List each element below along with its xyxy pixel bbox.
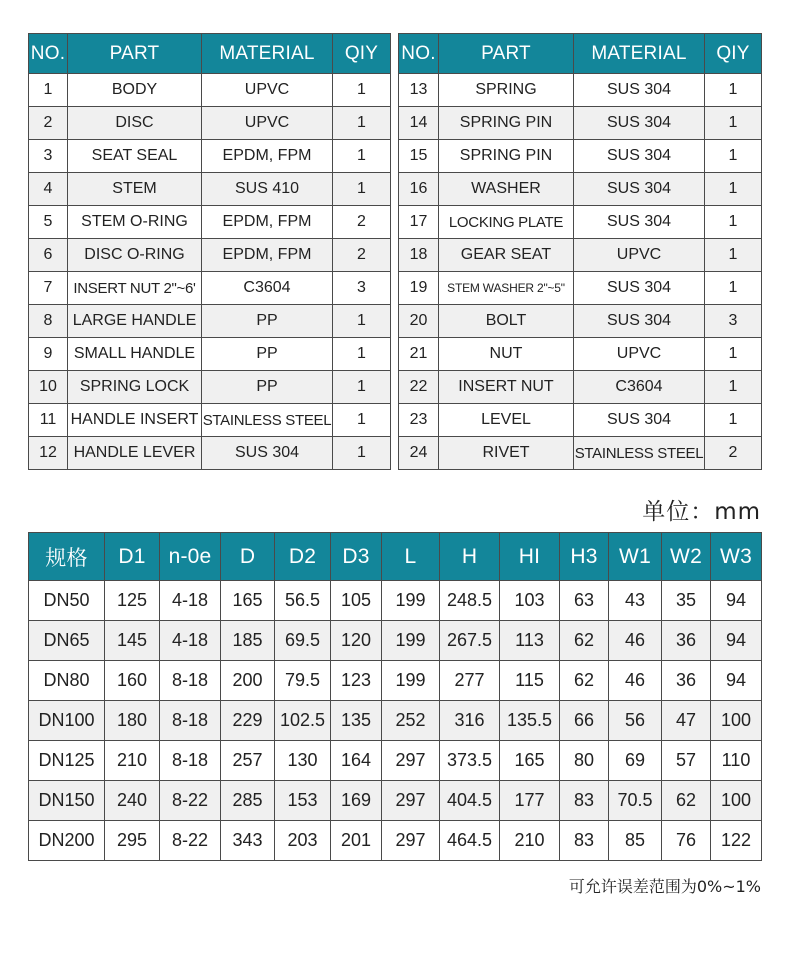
table-row <box>29 701 762 741</box>
cell: 47 <box>662 701 711 741</box>
header-d2: D2 <box>275 533 331 581</box>
header-w3: W3 <box>711 533 762 581</box>
cell: 66 <box>560 701 609 741</box>
cell-part: STEM <box>68 173 202 206</box>
cell: 110 <box>711 741 762 781</box>
table-row <box>29 206 391 239</box>
header-l: L <box>382 533 440 581</box>
header-no: NO. <box>399 34 439 74</box>
cell: 46 <box>609 661 662 701</box>
cell-qty: 1 <box>705 107 762 140</box>
cell: 115 <box>500 661 560 701</box>
cell-material: EPDM, FPM <box>202 239 333 272</box>
table-row <box>29 338 391 371</box>
cell-qty: 1 <box>705 173 762 206</box>
cell: 373.5 <box>440 741 500 781</box>
cell: 285 <box>221 781 275 821</box>
cell-part: RIVET <box>439 437 574 470</box>
cell: 8-18 <box>160 741 221 781</box>
parts-table-right <box>398 33 762 470</box>
cell: DN65 <box>29 621 105 661</box>
cell-material: UPVC <box>202 74 333 107</box>
cell: 199 <box>382 661 440 701</box>
cell: 113 <box>500 621 560 661</box>
cell-no: 18 <box>399 239 439 272</box>
cell-part: LOCKING PLATE <box>439 206 574 239</box>
cell-material: PP <box>202 305 333 338</box>
cell-no: 22 <box>399 371 439 404</box>
table-row <box>29 741 762 781</box>
cell: 297 <box>382 821 440 861</box>
cell: 165 <box>500 741 560 781</box>
table-row <box>399 437 762 470</box>
cell: 56 <box>609 701 662 741</box>
cell-material: C3604 <box>202 272 333 305</box>
cell-part: WASHER <box>439 173 574 206</box>
table-row <box>29 437 391 470</box>
cell: 85 <box>609 821 662 861</box>
cell-qty: 1 <box>705 371 762 404</box>
cell-material: SUS 410 <box>202 173 333 206</box>
cell: 130 <box>275 741 331 781</box>
cell-qty: 1 <box>333 74 391 107</box>
cell-material: SUS 304 <box>574 74 705 107</box>
table-row <box>29 305 391 338</box>
cell: 69.5 <box>275 621 331 661</box>
table-row <box>399 371 762 404</box>
table-row <box>29 371 391 404</box>
table-row <box>29 661 762 701</box>
cell-material: PP <box>202 371 333 404</box>
header-qty: QIY <box>705 34 762 74</box>
cell-no: 14 <box>399 107 439 140</box>
table-row <box>29 621 762 661</box>
cell-no: 24 <box>399 437 439 470</box>
cell-material: UPVC <box>574 338 705 371</box>
header-qty: QIY <box>333 34 391 74</box>
cell: 63 <box>560 581 609 621</box>
cell-material: UPVC <box>574 239 705 272</box>
cell-material: PP <box>202 338 333 371</box>
cell: 464.5 <box>440 821 500 861</box>
cell-no: 1 <box>29 74 68 107</box>
cell-part: DISC <box>68 107 202 140</box>
cell-part: SPRING PIN <box>439 107 574 140</box>
cell-material: SUS 304 <box>202 437 333 470</box>
cell: 200 <box>221 661 275 701</box>
cell: 102.5 <box>275 701 331 741</box>
cell-no: 6 <box>29 239 68 272</box>
cell: 36 <box>662 621 711 661</box>
cell: 62 <box>662 781 711 821</box>
cell: 83 <box>560 821 609 861</box>
cell: 199 <box>382 581 440 621</box>
cell: 46 <box>609 621 662 661</box>
cell: 248.5 <box>440 581 500 621</box>
header-w1: W1 <box>609 533 662 581</box>
header-part: PART <box>68 34 202 74</box>
cell: 240 <box>105 781 160 821</box>
cell-material: EPDM, FPM <box>202 140 333 173</box>
cell: 164 <box>331 741 382 781</box>
cell-material: SUS 304 <box>574 206 705 239</box>
table-row <box>399 338 762 371</box>
table-row <box>399 272 762 305</box>
parts-header-row <box>399 34 762 74</box>
cell: 70.5 <box>609 781 662 821</box>
cell: 80 <box>560 741 609 781</box>
cell-material: SUS 304 <box>574 404 705 437</box>
cell: 79.5 <box>275 661 331 701</box>
cell-qty: 2 <box>333 206 391 239</box>
cell-qty: 1 <box>705 206 762 239</box>
tolerance-note: 可允许误差范围为0%~1% <box>568 877 761 896</box>
table-row <box>29 272 391 305</box>
table-row <box>29 404 391 437</box>
cell: 267.5 <box>440 621 500 661</box>
cell-no: 21 <box>399 338 439 371</box>
cell-no: 16 <box>399 173 439 206</box>
header-hi: HI <box>500 533 560 581</box>
table-row <box>399 74 762 107</box>
cell-no: 8 <box>29 305 68 338</box>
cell: 94 <box>711 581 762 621</box>
cell-part: INSERT NUT 2"~6' <box>68 272 202 305</box>
cell-qty: 1 <box>333 338 391 371</box>
cell-no: 7 <box>29 272 68 305</box>
cell-material: SUS 304 <box>574 173 705 206</box>
cell: 83 <box>560 781 609 821</box>
table-row <box>29 239 391 272</box>
cell: 8-18 <box>160 701 221 741</box>
header-d1: D1 <box>105 533 160 581</box>
cell-qty: 2 <box>333 239 391 272</box>
cell: 404.5 <box>440 781 500 821</box>
cell: DN50 <box>29 581 105 621</box>
cell-qty: 1 <box>705 404 762 437</box>
cell: 4-18 <box>160 621 221 661</box>
table-row <box>399 173 762 206</box>
cell-qty: 1 <box>333 173 391 206</box>
cell: 105 <box>331 581 382 621</box>
cell: 8-18 <box>160 661 221 701</box>
cell-no: 15 <box>399 140 439 173</box>
cell-material: EPDM, FPM <box>202 206 333 239</box>
header-spec: 规格 <box>29 533 105 581</box>
cell-qty: 1 <box>705 74 762 107</box>
cell-part: SPRING LOCK <box>68 371 202 404</box>
cell: 4-18 <box>160 581 221 621</box>
cell: 295 <box>105 821 160 861</box>
cell: 210 <box>500 821 560 861</box>
cell-no: 5 <box>29 206 68 239</box>
cell: 210 <box>105 741 160 781</box>
header-d3: D3 <box>331 533 382 581</box>
cell-qty: 3 <box>333 272 391 305</box>
cell-part: SMALL HANDLE <box>68 338 202 371</box>
cell: 297 <box>382 781 440 821</box>
cell: DN125 <box>29 741 105 781</box>
cell-no: 2 <box>29 107 68 140</box>
cell-qty: 1 <box>333 107 391 140</box>
unit-label: 单位：mm <box>642 499 761 525</box>
cell-part: LEVEL <box>439 404 574 437</box>
cell-qty: 1 <box>705 338 762 371</box>
cell-no: 11 <box>29 404 68 437</box>
cell-qty: 1 <box>333 140 391 173</box>
cell: 185 <box>221 621 275 661</box>
cell-no: 10 <box>29 371 68 404</box>
cell: 69 <box>609 741 662 781</box>
header-material: MATERIAL <box>574 34 705 74</box>
dims-header-row <box>29 533 762 581</box>
cell: 145 <box>105 621 160 661</box>
cell-qty: 1 <box>705 140 762 173</box>
table-row <box>399 107 762 140</box>
parts-table-left <box>28 33 391 470</box>
cell-qty: 1 <box>333 305 391 338</box>
cell-part: STEM WASHER 2"~5" <box>439 272 574 305</box>
table-row <box>399 305 762 338</box>
cell-qty: 1 <box>705 272 762 305</box>
cell: 180 <box>105 701 160 741</box>
cell: 120 <box>331 621 382 661</box>
cell-no: 20 <box>399 305 439 338</box>
cell: 257 <box>221 741 275 781</box>
table-row <box>29 581 762 621</box>
cell: 8-22 <box>160 821 221 861</box>
cell-part: SPRING PIN <box>439 140 574 173</box>
cell: 229 <box>221 701 275 741</box>
cell-no: 19 <box>399 272 439 305</box>
cell: 100 <box>711 701 762 741</box>
cell-no: 9 <box>29 338 68 371</box>
cell-part: LARGE HANDLE <box>68 305 202 338</box>
cell-part: DISC O-RING <box>68 239 202 272</box>
cell: 135 <box>331 701 382 741</box>
cell-part: GEAR SEAT <box>439 239 574 272</box>
cell-no: 23 <box>399 404 439 437</box>
header-h: H <box>440 533 500 581</box>
cell-material: SUS 304 <box>574 272 705 305</box>
cell-qty: 1 <box>333 437 391 470</box>
cell-qty: 1 <box>705 239 762 272</box>
cell: 153 <box>275 781 331 821</box>
cell: 125 <box>105 581 160 621</box>
cell-qty: 2 <box>705 437 762 470</box>
cell-no: 12 <box>29 437 68 470</box>
cell-material: C3604 <box>574 371 705 404</box>
cell: 8-22 <box>160 781 221 821</box>
cell: DN80 <box>29 661 105 701</box>
table-row <box>29 140 391 173</box>
cell: 343 <box>221 821 275 861</box>
cell-part: BOLT <box>439 305 574 338</box>
dimensions-table <box>28 532 762 861</box>
cell-no: 3 <box>29 140 68 173</box>
table-row <box>29 74 391 107</box>
cell: 203 <box>275 821 331 861</box>
header-material: MATERIAL <box>202 34 333 74</box>
table-row <box>29 107 391 140</box>
cell: 62 <box>560 661 609 701</box>
table-row <box>399 140 762 173</box>
cell: 43 <box>609 581 662 621</box>
cell-material: STAINLESS STEEL <box>202 404 333 437</box>
cell: 103 <box>500 581 560 621</box>
cell: 57 <box>662 741 711 781</box>
cell-part: HANDLE LEVER <box>68 437 202 470</box>
cell: 36 <box>662 661 711 701</box>
cell: 169 <box>331 781 382 821</box>
cell: 165 <box>221 581 275 621</box>
cell: 62 <box>560 621 609 661</box>
cell: 201 <box>331 821 382 861</box>
cell-part: STEM O-RING <box>68 206 202 239</box>
cell: 35 <box>662 581 711 621</box>
cell-material: UPVC <box>202 107 333 140</box>
cell: 94 <box>711 621 762 661</box>
cell-qty: 1 <box>333 371 391 404</box>
table-row <box>399 239 762 272</box>
cell-material: SUS 304 <box>574 107 705 140</box>
cell-no: 17 <box>399 206 439 239</box>
cell: 135.5 <box>500 701 560 741</box>
cell-part: HANDLE INSERT <box>68 404 202 437</box>
parts-header-row <box>29 34 391 74</box>
cell-part: NUT <box>439 338 574 371</box>
cell: 177 <box>500 781 560 821</box>
header-no: NO. <box>29 34 68 74</box>
header-n-0e: n-0e <box>160 533 221 581</box>
cell: 316 <box>440 701 500 741</box>
table-row <box>29 781 762 821</box>
cell: DN100 <box>29 701 105 741</box>
table-row <box>29 173 391 206</box>
cell: 297 <box>382 741 440 781</box>
cell-no: 13 <box>399 74 439 107</box>
cell-material: SUS 304 <box>574 140 705 173</box>
cell-part: SPRING <box>439 74 574 107</box>
cell-part: INSERT NUT <box>439 371 574 404</box>
cell: 277 <box>440 661 500 701</box>
table-row <box>29 821 762 861</box>
cell: 199 <box>382 621 440 661</box>
cell: DN200 <box>29 821 105 861</box>
cell: 76 <box>662 821 711 861</box>
cell: 100 <box>711 781 762 821</box>
cell-material: SUS 304 <box>574 305 705 338</box>
cell: 123 <box>331 661 382 701</box>
cell: DN150 <box>29 781 105 821</box>
cell: 160 <box>105 661 160 701</box>
cell-material: STAINLESS STEEL <box>574 437 705 470</box>
cell: 122 <box>711 821 762 861</box>
cell-qty: 1 <box>333 404 391 437</box>
header-d: D <box>221 533 275 581</box>
header-part: PART <box>439 34 574 74</box>
table-row <box>399 206 762 239</box>
cell: 252 <box>382 701 440 741</box>
cell: 94 <box>711 661 762 701</box>
cell: 56.5 <box>275 581 331 621</box>
header-w2: W2 <box>662 533 711 581</box>
header-h3: H3 <box>560 533 609 581</box>
cell-part: BODY <box>68 74 202 107</box>
cell-no: 4 <box>29 173 68 206</box>
cell-qty: 3 <box>705 305 762 338</box>
table-row <box>399 404 762 437</box>
cell-part: SEAT SEAL <box>68 140 202 173</box>
